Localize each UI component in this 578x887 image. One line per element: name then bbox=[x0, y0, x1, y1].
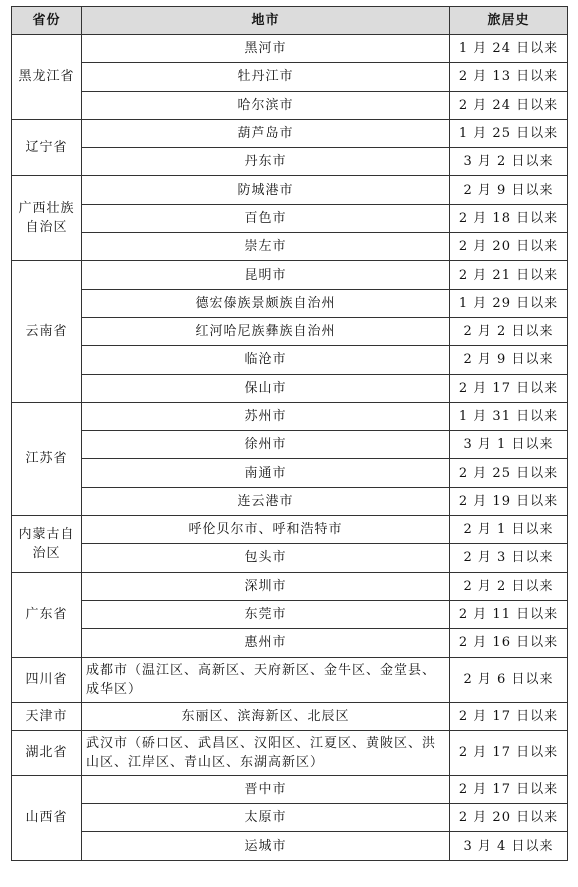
city-cell: 苏州市 bbox=[82, 402, 450, 430]
history-cell: 2 月 17 日以来 bbox=[450, 730, 568, 775]
table-row bbox=[12, 402, 568, 430]
province-cell: 黑龙江省 bbox=[12, 35, 82, 120]
province-cell: 广西壮族自治区 bbox=[12, 176, 82, 261]
history-cell: 2 月 24 日以来 bbox=[450, 91, 568, 119]
history-cell: 1 月 24 日以来 bbox=[450, 35, 568, 63]
city-cell: 连云港市 bbox=[82, 487, 450, 515]
history-cell: 2 月 17 日以来 bbox=[450, 775, 568, 803]
table-row bbox=[12, 91, 568, 119]
province-cell: 天津市 bbox=[12, 702, 82, 730]
province-cell: 四川省 bbox=[12, 657, 82, 702]
travel-history-table bbox=[11, 6, 568, 861]
header-row bbox=[12, 7, 568, 35]
city-cell: 丹东市 bbox=[82, 148, 450, 176]
table-row bbox=[12, 657, 568, 702]
city-cell: 保山市 bbox=[82, 374, 450, 402]
city-cell: 惠州市 bbox=[82, 629, 450, 657]
city-cell: 成都市（温江区、高新区、天府新区、金牛区、金堂县、成华区） bbox=[82, 657, 450, 702]
table-row bbox=[12, 176, 568, 204]
table-row bbox=[12, 289, 568, 317]
history-cell: 2 月 1 日以来 bbox=[450, 516, 568, 544]
history-cell: 2 月 17 日以来 bbox=[450, 374, 568, 402]
city-cell: 呼伦贝尔市、呼和浩特市 bbox=[82, 516, 450, 544]
history-cell: 1 月 29 日以来 bbox=[450, 289, 568, 317]
province-cell: 内蒙古自治区 bbox=[12, 516, 82, 573]
history-cell: 2 月 9 日以来 bbox=[450, 346, 568, 374]
province-cell: 江苏省 bbox=[12, 402, 82, 515]
history-cell: 2 月 9 日以来 bbox=[450, 176, 568, 204]
history-cell: 3 月 1 日以来 bbox=[450, 431, 568, 459]
province-cell: 云南省 bbox=[12, 261, 82, 402]
table-row bbox=[12, 346, 568, 374]
table-body bbox=[12, 35, 568, 861]
history-cell: 2 月 13 日以来 bbox=[450, 63, 568, 91]
province-cell: 山西省 bbox=[12, 775, 82, 860]
table-row bbox=[12, 317, 568, 345]
city-cell: 昆明市 bbox=[82, 261, 450, 289]
city-cell: 南通市 bbox=[82, 459, 450, 487]
table-row bbox=[12, 629, 568, 657]
history-cell: 2 月 19 日以来 bbox=[450, 487, 568, 515]
city-cell: 晋中市 bbox=[82, 775, 450, 803]
table-row bbox=[12, 600, 568, 628]
table-row bbox=[12, 63, 568, 91]
history-cell: 2 月 18 日以来 bbox=[450, 204, 568, 232]
history-cell: 2 月 11 日以来 bbox=[450, 600, 568, 628]
city-cell: 百色市 bbox=[82, 204, 450, 232]
table-row bbox=[12, 431, 568, 459]
city-cell: 深圳市 bbox=[82, 572, 450, 600]
history-cell: 3 月 4 日以来 bbox=[450, 832, 568, 860]
province-cell: 湖北省 bbox=[12, 730, 82, 775]
city-cell: 防城港市 bbox=[82, 176, 450, 204]
city-cell: 东丽区、滨海新区、北辰区 bbox=[82, 702, 450, 730]
city-cell: 红河哈尼族彝族自治州 bbox=[82, 317, 450, 345]
history-cell: 2 月 2 日以来 bbox=[450, 572, 568, 600]
history-cell: 2 月 21 日以来 bbox=[450, 261, 568, 289]
table-row bbox=[12, 119, 568, 147]
city-cell: 黑河市 bbox=[82, 35, 450, 63]
table-row bbox=[12, 730, 568, 775]
table-row bbox=[12, 374, 568, 402]
table-row bbox=[12, 544, 568, 572]
table-row bbox=[12, 832, 568, 860]
table-row bbox=[12, 261, 568, 289]
city-cell: 武汉市（硚口区、武昌区、汉阳区、江夏区、黄陂区、洪山区、江岸区、青山区、东湖高新区） bbox=[82, 730, 450, 775]
history-cell: 2 月 6 日以来 bbox=[450, 657, 568, 702]
history-cell: 2 月 3 日以来 bbox=[450, 544, 568, 572]
history-cell: 2 月 20 日以来 bbox=[450, 233, 568, 261]
header-history: 旅居史 bbox=[450, 7, 568, 35]
province-cell: 广东省 bbox=[12, 572, 82, 657]
table-row bbox=[12, 702, 568, 730]
table-row bbox=[12, 148, 568, 176]
city-cell: 临沧市 bbox=[82, 346, 450, 374]
history-cell: 3 月 2 日以来 bbox=[450, 148, 568, 176]
table-row bbox=[12, 487, 568, 515]
table-row bbox=[12, 459, 568, 487]
table-row bbox=[12, 804, 568, 832]
header-province: 省份 bbox=[12, 7, 82, 35]
table-row bbox=[12, 35, 568, 63]
table-row bbox=[12, 572, 568, 600]
city-cell: 德宏傣族景颇族自治州 bbox=[82, 289, 450, 317]
history-cell: 2 月 16 日以来 bbox=[450, 629, 568, 657]
city-cell: 牡丹江市 bbox=[82, 63, 450, 91]
city-cell: 东莞市 bbox=[82, 600, 450, 628]
history-cell: 2 月 20 日以来 bbox=[450, 804, 568, 832]
city-cell: 包头市 bbox=[82, 544, 450, 572]
table-row bbox=[12, 233, 568, 261]
city-cell: 运城市 bbox=[82, 832, 450, 860]
history-cell: 1 月 25 日以来 bbox=[450, 119, 568, 147]
history-cell: 1 月 31 日以来 bbox=[450, 402, 568, 430]
history-cell: 2 月 25 日以来 bbox=[450, 459, 568, 487]
city-cell: 崇左市 bbox=[82, 233, 450, 261]
history-cell: 2 月 17 日以来 bbox=[450, 702, 568, 730]
table-row bbox=[12, 204, 568, 232]
city-cell: 哈尔滨市 bbox=[82, 91, 450, 119]
table-row bbox=[12, 775, 568, 803]
table-row bbox=[12, 516, 568, 544]
history-cell: 2 月 2 日以来 bbox=[450, 317, 568, 345]
city-cell: 徐州市 bbox=[82, 431, 450, 459]
city-cell: 太原市 bbox=[82, 804, 450, 832]
city-cell: 葫芦岛市 bbox=[82, 119, 450, 147]
province-cell: 辽宁省 bbox=[12, 119, 82, 176]
header-city: 地市 bbox=[82, 7, 450, 35]
